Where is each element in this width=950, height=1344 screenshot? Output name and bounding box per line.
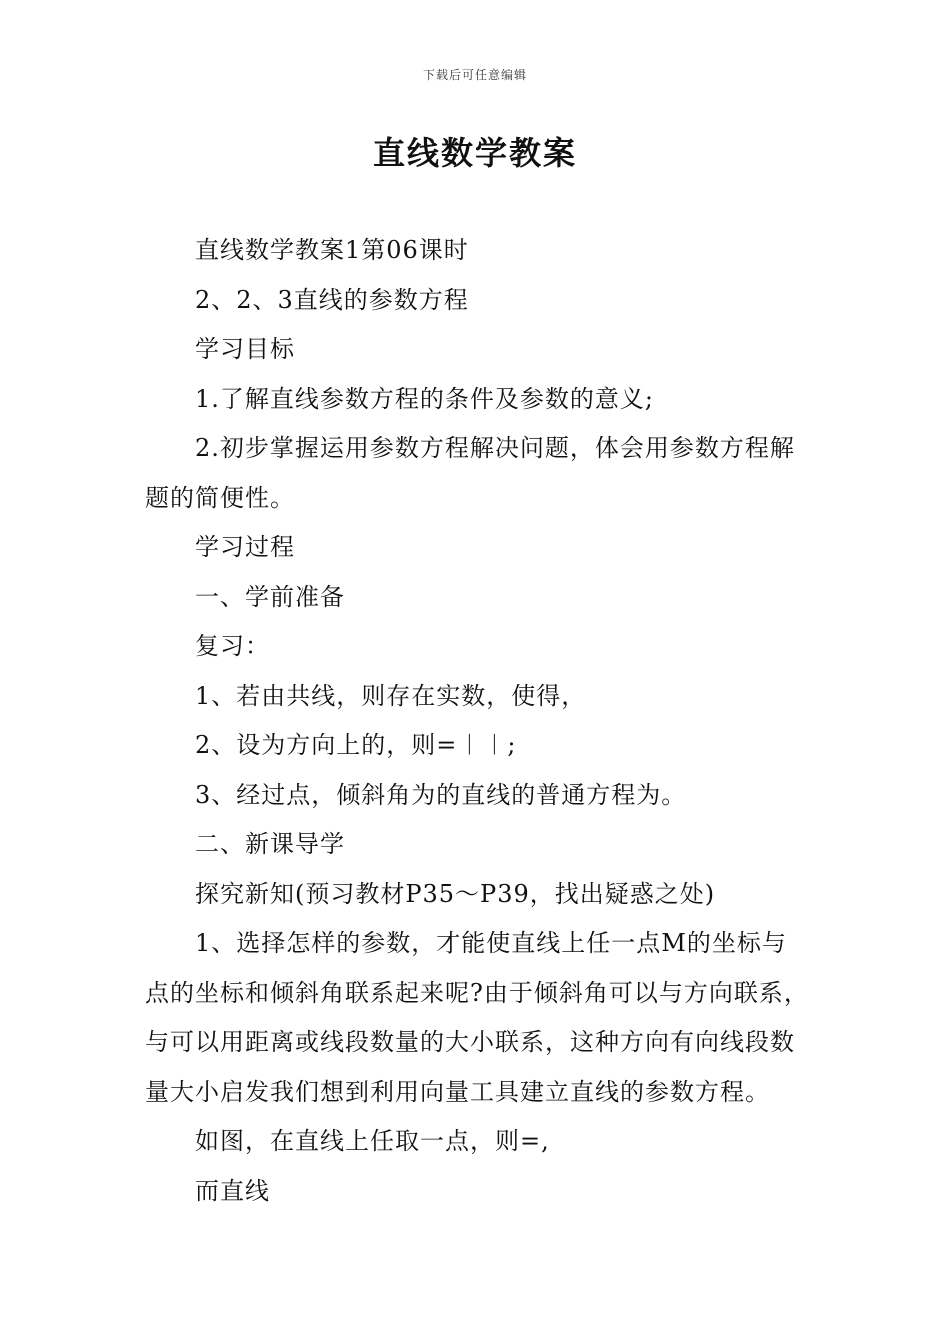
paragraph-review-1: 1、若由共线，则存在实数，使得， (195, 681, 587, 710)
paragraph-explore-1: 1、选择怎样的参数，才能使直线上任一点M的坐标与点的坐标和倾斜角联系起来呢?由于倾斜角可以与方向联系，与可以用距离或线段数量的大小联系，这种方向有向线段数量大小启发我们想到利用向量工具建立直线的参数方程。 (145, 929, 809, 1106)
paragraph-lesson-label: 直线数学教案1第06课时 (195, 236, 469, 264)
paragraph-line-continued: 而直线 (195, 1176, 270, 1205)
document-body (145, 226, 810, 1216)
paragraph-process-heading: 学习过程 (195, 533, 295, 561)
paragraph-explore-heading: 探究新知(预习教材P35～P39，找出疑惑之处) (195, 879, 716, 908)
paragraph-section-number: 2、2、3直线的参数方程 (195, 285, 469, 314)
header-note: 下载后可任意编辑 (422, 68, 527, 82)
paragraph-goals-heading: 学习目标 (195, 335, 295, 363)
paragraph-part-1-heading: 一、学前准备 (195, 582, 345, 611)
paragraph-review-3: 3、经过点，倾斜角为的直线的普通方程为。 (195, 780, 687, 809)
paragraph-review-2: 2、设为方向上的，则=︱︱; (195, 731, 517, 759)
paragraph-goal-1: 1.了解直线参数方程的条件及参数的意义; (195, 384, 654, 413)
document-title: 直线数学教案 (372, 134, 577, 172)
paragraph-goal-2: 2.初步掌握运用参数方程解决问题，体会用参数方程解题的简便性。 (145, 434, 795, 512)
paragraph-part-2-heading: 二、新课导学 (195, 830, 345, 858)
paragraph-review-heading: 复习： (195, 632, 270, 660)
paragraph-figure-note: 如图，在直线上任取一点，则=, (195, 1127, 550, 1155)
